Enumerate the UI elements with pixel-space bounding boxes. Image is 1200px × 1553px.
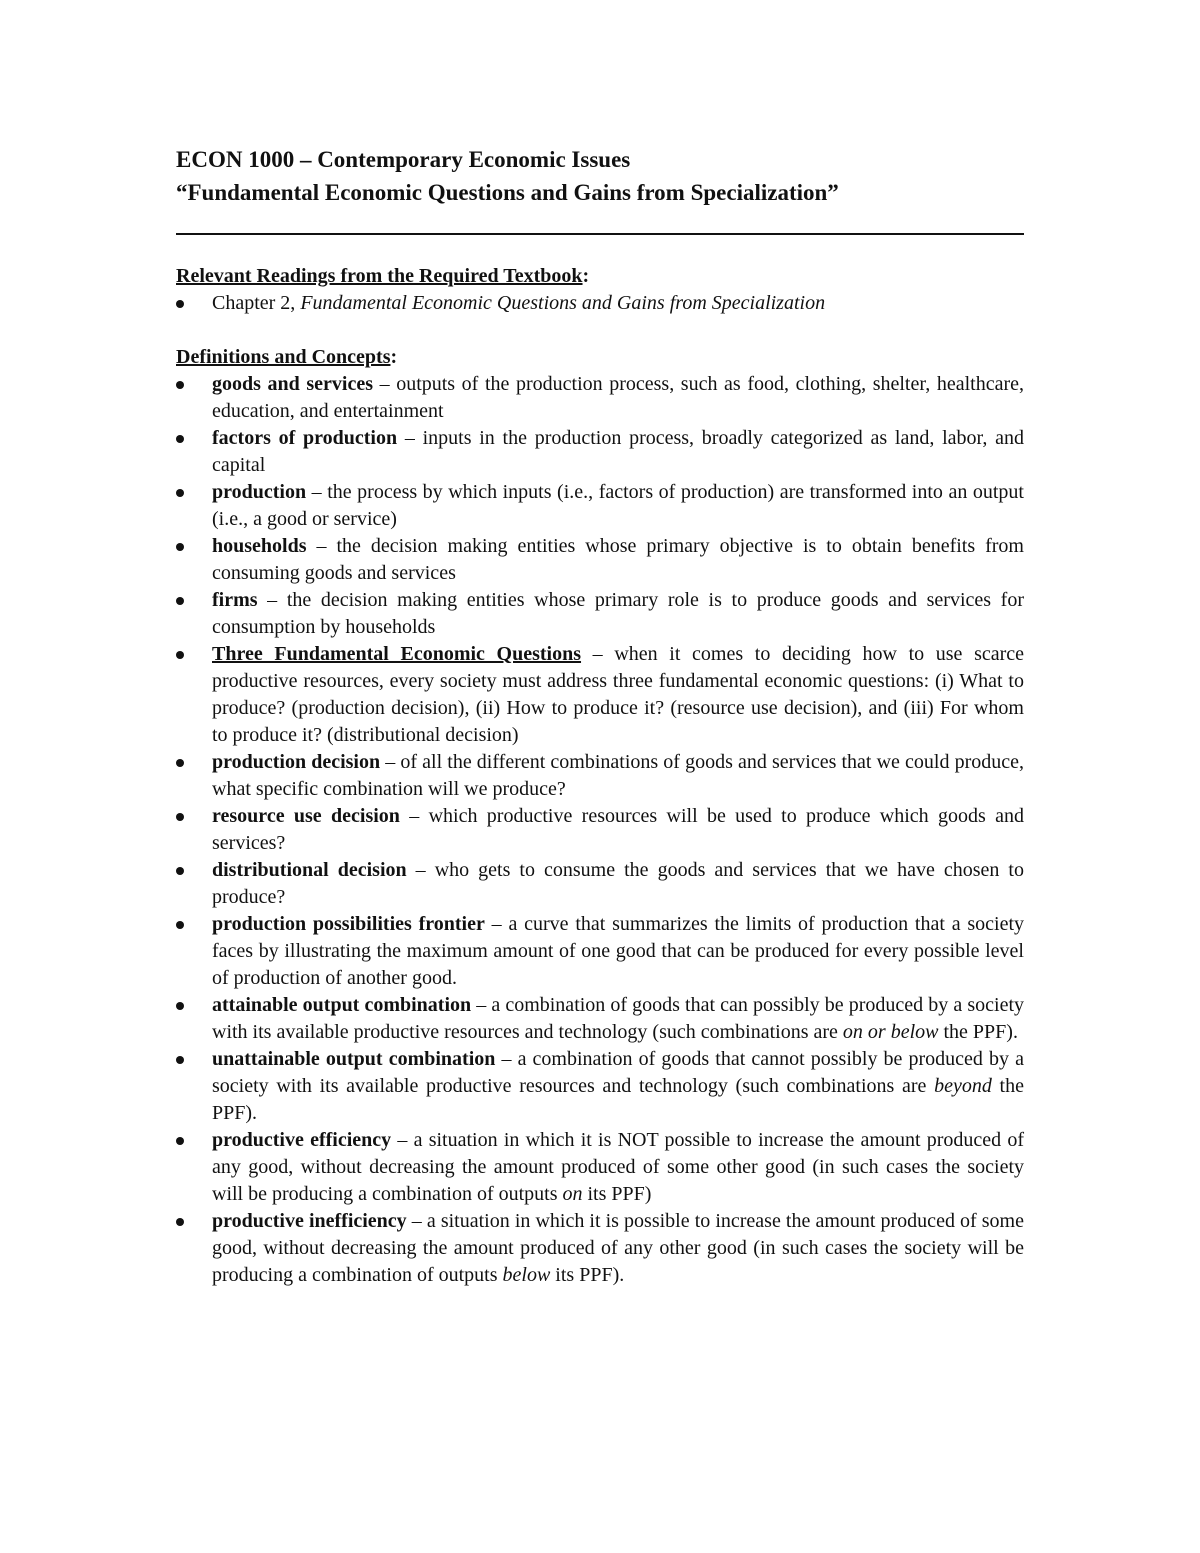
definition-emphasis: below (502, 1264, 551, 1286)
definition-item: production possibilities frontier – a curve that summarizes the limits of production that a society faces by illustrating the maximum amount of one good that can be produced for every possible level of production of another good. (176, 911, 1024, 992)
definition-text: the process by which inputs (i.e., factors of production) are transformed into an output (i.e., a good or service) (212, 481, 1024, 530)
definition-item: productive efficiency – a situation in which it is NOT possible to increase the amount produced of any good, without decreasing the amount produced of some other good (in such cases the society will be producing a combination of outputs on its PPF) (176, 1127, 1024, 1208)
bullet-icon (176, 921, 184, 929)
definition-text: the decision making entities whose primary objective is to obtain benefits from consuming goods and services (212, 535, 1024, 584)
definition-term: Three Fundamental Economic Questions (212, 643, 582, 665)
definition-emphasis: on (562, 1183, 583, 1205)
definition-text: a combination of goods that can possibly be produced by a society with its available productive resources and technology (such combinations are (212, 994, 1024, 1043)
definition-text: the decision making entities whose primary role is to produce goods and services for consumption by households (212, 589, 1025, 638)
definition-text: a situation in which it is NOT possible to increase the amount produced of any good, without decreasing the amount produced of some other good (in such cases the society will be producing a combination of outputs (212, 1129, 1025, 1205)
definition-item: factors of production – inputs in the production process, broadly categorized as land, labor, and capital (176, 425, 1024, 479)
definition-term: attainable output combination (212, 994, 472, 1016)
definition-term: households (212, 535, 307, 557)
definitions-heading: Definitions and Concepts: (176, 346, 398, 368)
definition-item: goods and services – outputs of the production process, such as food, clothing, shelter, healthcare, education, and entertainment (176, 371, 1024, 425)
definition-item: production – the process by which inputs (i.e., factors of production) are transformed into an output (i.e., a good or service) (176, 479, 1024, 533)
definition-text: of all the different combinations of goods and services that we could produce, what specific combination will we produce? (212, 751, 1025, 800)
definition-term: production (212, 481, 307, 503)
definition-term: unattainable output combination (212, 1048, 496, 1070)
definition-text: a curve that summarizes the limits of production that a society faces by illustrating the maximum amount of one good that can be produced for every possible level of production of another good. (212, 913, 1025, 989)
bullet-icon (176, 651, 184, 659)
definition-text: outputs of the production process, such as food, clothing, shelter, healthcare, education, and entertainment (212, 373, 1024, 422)
bullet-icon (176, 435, 184, 443)
bullet-icon (176, 543, 184, 551)
definition-text: when it comes to deciding how to use scarce productive resources, every society must address three fundamental economic questions: (i) What to produce? (production decision), (ii) How to produce it? (resource use decision), and (iii) For whom to produce it? (distributional decision) (212, 643, 1025, 746)
definition-term: distributional decision (212, 859, 407, 881)
document-page (176, 143, 1024, 1289)
bullet-icon (176, 1137, 184, 1145)
bullet-icon (176, 381, 184, 389)
bullet-icon (176, 867, 184, 875)
definition-item: unattainable output combination – a combination of goods that cannot possibly be produced by a society with its available productive resources and technology (such combinations are beyond the PPF). (176, 1046, 1024, 1127)
definition-term: firms (212, 589, 258, 611)
definition-item: households – the decision making entities whose primary objective is to obtain benefits from consuming goods and services (176, 533, 1024, 587)
bullet-icon (176, 759, 184, 767)
definition-term: goods and services (212, 373, 373, 395)
definition-term: productive efficiency (212, 1129, 392, 1151)
definition-item: Three Fundamental Economic Questions – when it comes to deciding how to use scarce productive resources, every society must address three fundamental economic questions: (i) What to produce? (production decision), (ii) How to produce it? (resource use decision), and (iii) For whom to produce it? (distributional decision) (176, 641, 1024, 749)
bullet-icon (176, 489, 184, 497)
definition-item: resource use decision – which productive resources will be used to produce which goods and services? (176, 803, 1024, 857)
definition-item: firms – the decision making entities whose primary role is to produce goods and services for consumption by households (176, 587, 1024, 641)
definition-term: production possibilities frontier (212, 913, 485, 935)
definition-term: productive inefficiency (212, 1210, 407, 1232)
bullet-icon (176, 1218, 184, 1226)
definition-item: productive inefficiency – a situation in which it is possible to increase the amount produced of some good, without decreasing the amount produced of any other good (in such cases the society will be producing a combination of outputs below its PPF). (176, 1208, 1024, 1289)
definition-emphasis: on or below (842, 1021, 939, 1043)
definition-term: resource use decision (212, 805, 400, 827)
bullet-icon (176, 813, 184, 821)
definition-item: production decision – of all the different combinations of goods and services that we could produce, what specific combination will we produce? (176, 749, 1024, 803)
definition-emphasis: beyond (934, 1075, 992, 1097)
readings-item: Chapter 2, Fundamental Economic Questions and Gains from Specialization (176, 290, 1024, 317)
definition-text: a combination of goods that cannot possibly be produced by a society with its available productive resources and technology (such combinations are (212, 1048, 1025, 1097)
definition-term: factors of production (212, 427, 398, 449)
definition-text: inputs in the production process, broadly categorized as land, labor, and capital (212, 427, 1025, 476)
definition-text: a situation in which it is possible to increase the amount produced of some good, without decreasing the amount produced of any other good (in such cases the society will be producing a combination of outputs (212, 1210, 1024, 1286)
definition-item: attainable output combination – a combination of goods that can possibly be produced by a society with its available productive resources and technology (such combinations are on or below the PPF). (176, 992, 1024, 1046)
bullet-icon (176, 300, 184, 308)
readings-list (176, 290, 1024, 317)
bullet-icon (176, 597, 184, 605)
bullet-icon (176, 1002, 184, 1010)
bullet-icon (176, 1056, 184, 1064)
lecture-title: “Fundamental Economic Questions and Gains from Specialization” (176, 180, 839, 205)
title-divider (176, 233, 1024, 235)
readings-heading: Relevant Readings from the Required Textbook: (176, 265, 590, 287)
definitions-list (176, 371, 1024, 1289)
definition-text: which productive resources will be used to produce which goods and services? (212, 805, 1024, 854)
definition-text: who gets to consume the goods and services that we have chosen to produce? (212, 859, 1024, 908)
course-title: ECON 1000 – Contemporary Economic Issues (176, 147, 631, 172)
definition-term: production decision (212, 751, 381, 773)
definition-item: distributional decision – who gets to consume the goods and services that we have chosen to produce? (176, 857, 1024, 911)
